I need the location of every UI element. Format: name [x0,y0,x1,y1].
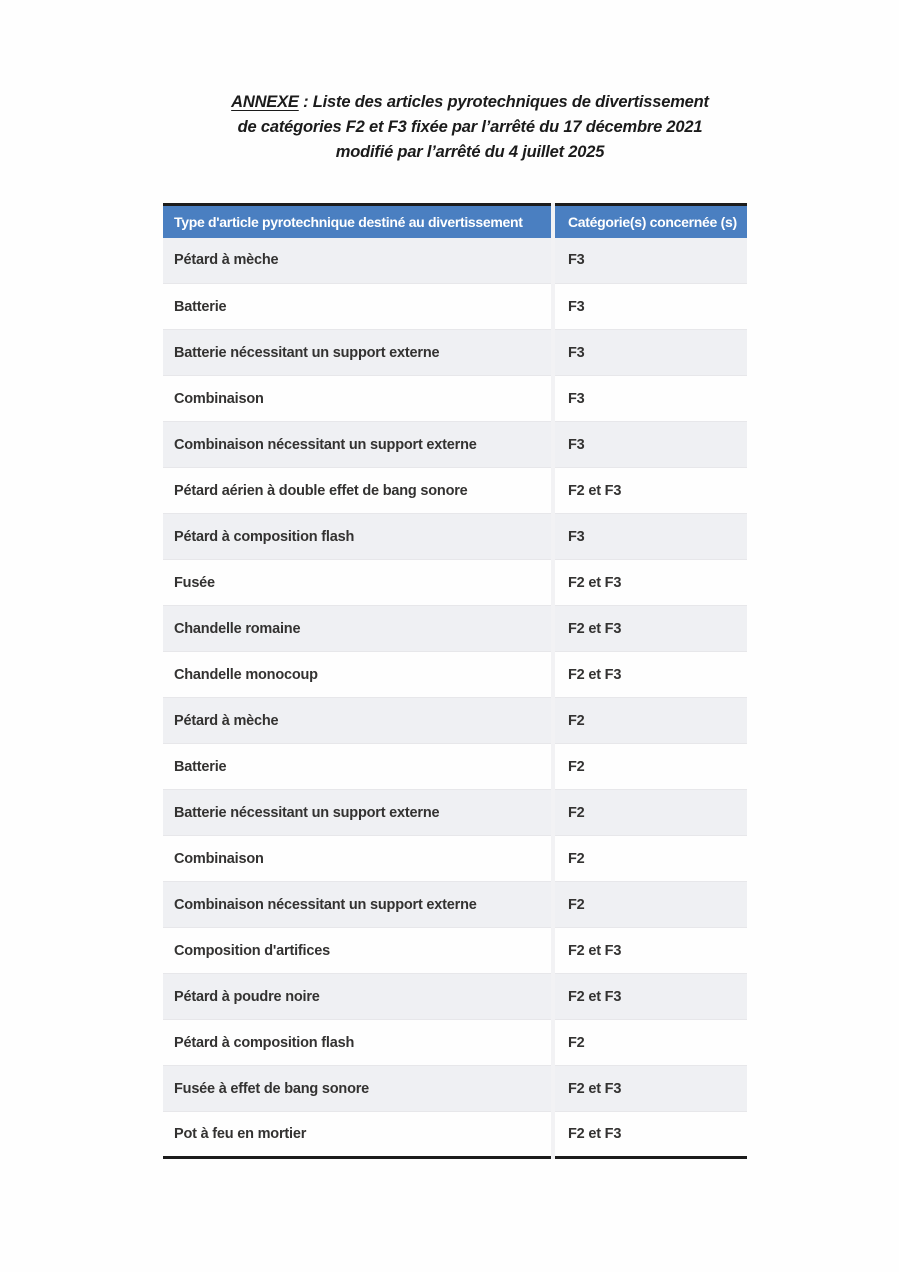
table-row [163,376,747,422]
table-body [163,238,747,1158]
article-type-cell: Chandelle romaine [163,606,553,652]
table-row [163,974,747,1020]
article-type-cell: Pétard à mèche [163,238,553,284]
article-type-cell: Combinaison [163,836,553,882]
category-cell: F3 [553,284,747,330]
table-row [163,652,747,698]
table-row [163,514,747,560]
category-cell: F2 [553,744,747,790]
article-type-cell: Pot à feu en mortier [163,1112,553,1158]
table-row [163,698,747,744]
title-line-2: de catégories F2 et F3 fixée par l’arrêté du 17 décembre 2021 [237,118,703,136]
category-cell: F2 et F3 [553,974,747,1020]
article-type-cell: Pétard aérien à double effet de bang sonore [163,468,553,514]
article-type-cell: Batterie nécessitant un support externe [163,790,553,836]
column-header-category: Catégorie(s) concernée (s) [553,205,747,238]
category-cell: F2 [553,698,747,744]
table-row [163,560,747,606]
article-type-cell: Combinaison [163,376,553,422]
category-cell: F3 [553,330,747,376]
article-type-cell: Combinaison nécessitant un support externe [163,422,553,468]
article-type-cell: Pétard à composition flash [163,514,553,560]
category-cell: F2 [553,790,747,836]
table-row [163,928,747,974]
article-type-cell: Fusée à effet de bang sonore [163,1066,553,1112]
table-row [163,882,747,928]
table-row [163,1020,747,1066]
table-row [163,744,747,790]
category-cell: F2 et F3 [553,606,747,652]
table-header-row [163,205,747,238]
table-row [163,606,747,652]
table-row [163,1112,747,1158]
table-row [163,790,747,836]
document-title [150,90,790,165]
article-type-cell: Composition d'artifices [163,928,553,974]
article-type-cell: Pétard à composition flash [163,1020,553,1066]
title-line-1 [231,93,709,111]
table-row [163,238,747,284]
category-cell: F2 [553,882,747,928]
article-type-cell: Fusée [163,560,553,606]
annexe-label: ANNEXE [231,93,299,111]
article-type-cell: Batterie [163,744,553,790]
category-cell: F2 et F3 [553,1066,747,1112]
category-cell: F2 [553,836,747,882]
table-row [163,836,747,882]
article-type-cell: Combinaison nécessitant un support externe [163,882,553,928]
table-row [163,468,747,514]
category-cell: F2 et F3 [553,468,747,514]
category-cell: F2 et F3 [553,1112,747,1158]
article-type-cell: Batterie nécessitant un support externe [163,330,553,376]
category-cell: F2 et F3 [553,652,747,698]
title-line-3: modifié par l’arrêté du 4 juillet 2025 [335,143,605,161]
table-row [163,284,747,330]
article-type-cell: Pétard à poudre noire [163,974,553,1020]
category-cell: F2 et F3 [553,560,747,606]
title-line-1-rest: : Liste des articles pyrotechniques de divertissement [298,93,709,111]
category-cell: F3 [553,238,747,284]
category-cell: F2 [553,1020,747,1066]
table-row [163,1066,747,1112]
category-cell: F3 [553,514,747,560]
table-head [163,205,747,238]
article-type-cell: Batterie [163,284,553,330]
pyrotechnic-articles-table [163,203,747,1159]
category-cell: F3 [553,422,747,468]
category-cell: F3 [553,376,747,422]
category-cell: F2 et F3 [553,928,747,974]
table-row [163,330,747,376]
article-type-cell: Chandelle monocoup [163,652,553,698]
column-header-article-type: Type d'article pyrotechnique destiné au divertissement [163,205,553,238]
table-row [163,422,747,468]
article-type-cell: Pétard à mèche [163,698,553,744]
